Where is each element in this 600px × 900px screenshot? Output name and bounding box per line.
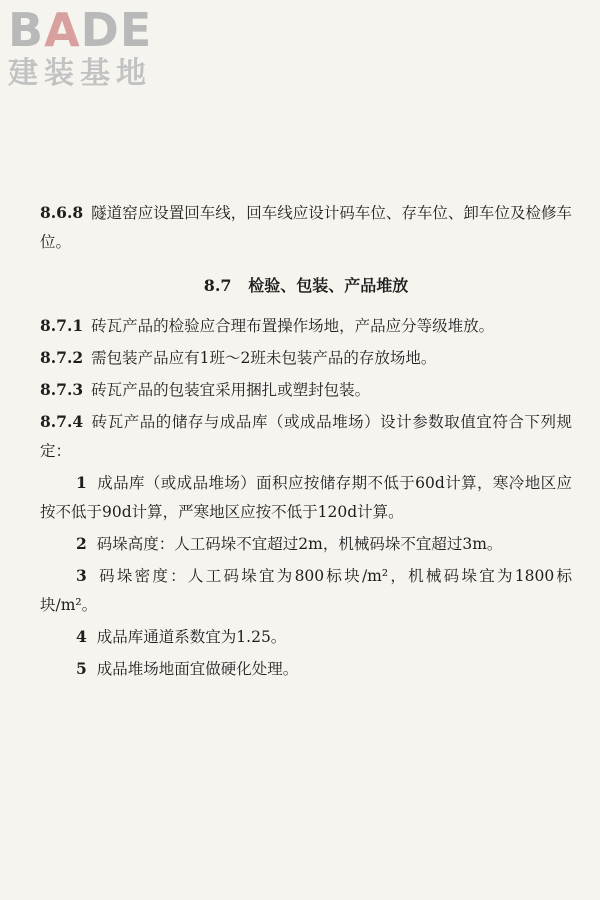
clause-number: 8.7.1 [40, 316, 84, 335]
clause-number: 8.6.8 [40, 203, 84, 222]
clause-text: 隧道窑应设置回车线，回车线应设计码车位、存车位、卸车位及检修车位。 [40, 204, 572, 251]
clause-8-6-8 [40, 198, 572, 257]
clause-8-7-3 [40, 375, 572, 405]
item-text: 码垛高度：人工码垛不宜超过2m，机械码垛不宜超过3m。 [96, 535, 503, 553]
logo-subtitle: 建装基地 [8, 56, 152, 91]
logo [8, 3, 153, 92]
clause-text: 砖瓦产品的储存与成品库（或成品堆场）设计参数取值宜符合下列规定： [40, 413, 572, 460]
clause-text: 砖瓦产品的检验应合理布置操作场地，产品应分等级堆放。 [91, 317, 495, 335]
logo-letters-1: B [8, 3, 45, 57]
document-body [40, 198, 572, 686]
section-title: 检验、包装、产品堆放 [248, 276, 409, 295]
item-number: 3 [76, 566, 87, 585]
list-item [40, 561, 572, 620]
list-item [40, 654, 572, 684]
item-number: 1 [76, 473, 87, 492]
logo-letters-2: DE [80, 3, 153, 57]
clause-number: 8.7.3 [40, 380, 84, 399]
list-item [40, 529, 572, 559]
item-number: 2 [76, 534, 87, 553]
item-text: 成品库通道系数宜为1.25。 [96, 628, 287, 646]
item-number: 4 [76, 627, 87, 646]
section-heading-8-7 [40, 271, 572, 301]
section-number: 8.7 [203, 276, 232, 295]
logo-wordmark [8, 3, 153, 57]
list-item [40, 622, 572, 652]
clause-number: 8.7.4 [40, 412, 84, 431]
item-text: 成品库（或成品堆场）面积应按储存期不低于60d计算，寒冷地区应按不低于90d计算，严寒地区应按不低于120d计算。 [40, 474, 572, 521]
clause-8-7-4 [40, 407, 572, 466]
item-text: 码垛密度：人工码垛宜为800标块/m²，机械码垛宜为1800标块/m²。 [40, 567, 572, 614]
list-item [40, 468, 572, 527]
clause-number: 8.7.2 [40, 348, 84, 367]
clause-text: 需包装产品应有1班～2班未包装产品的存放场地。 [91, 349, 437, 367]
clause-8-7-1 [40, 311, 572, 341]
clause-8-7-2 [40, 343, 572, 373]
item-number: 5 [76, 659, 87, 678]
logo-letter-accent: A [44, 3, 81, 57]
item-text: 成品堆场地面宜做硬化处理。 [96, 660, 299, 678]
clause-text: 砖瓦产品的包装宜采用捆扎或塑封包装。 [91, 381, 371, 399]
